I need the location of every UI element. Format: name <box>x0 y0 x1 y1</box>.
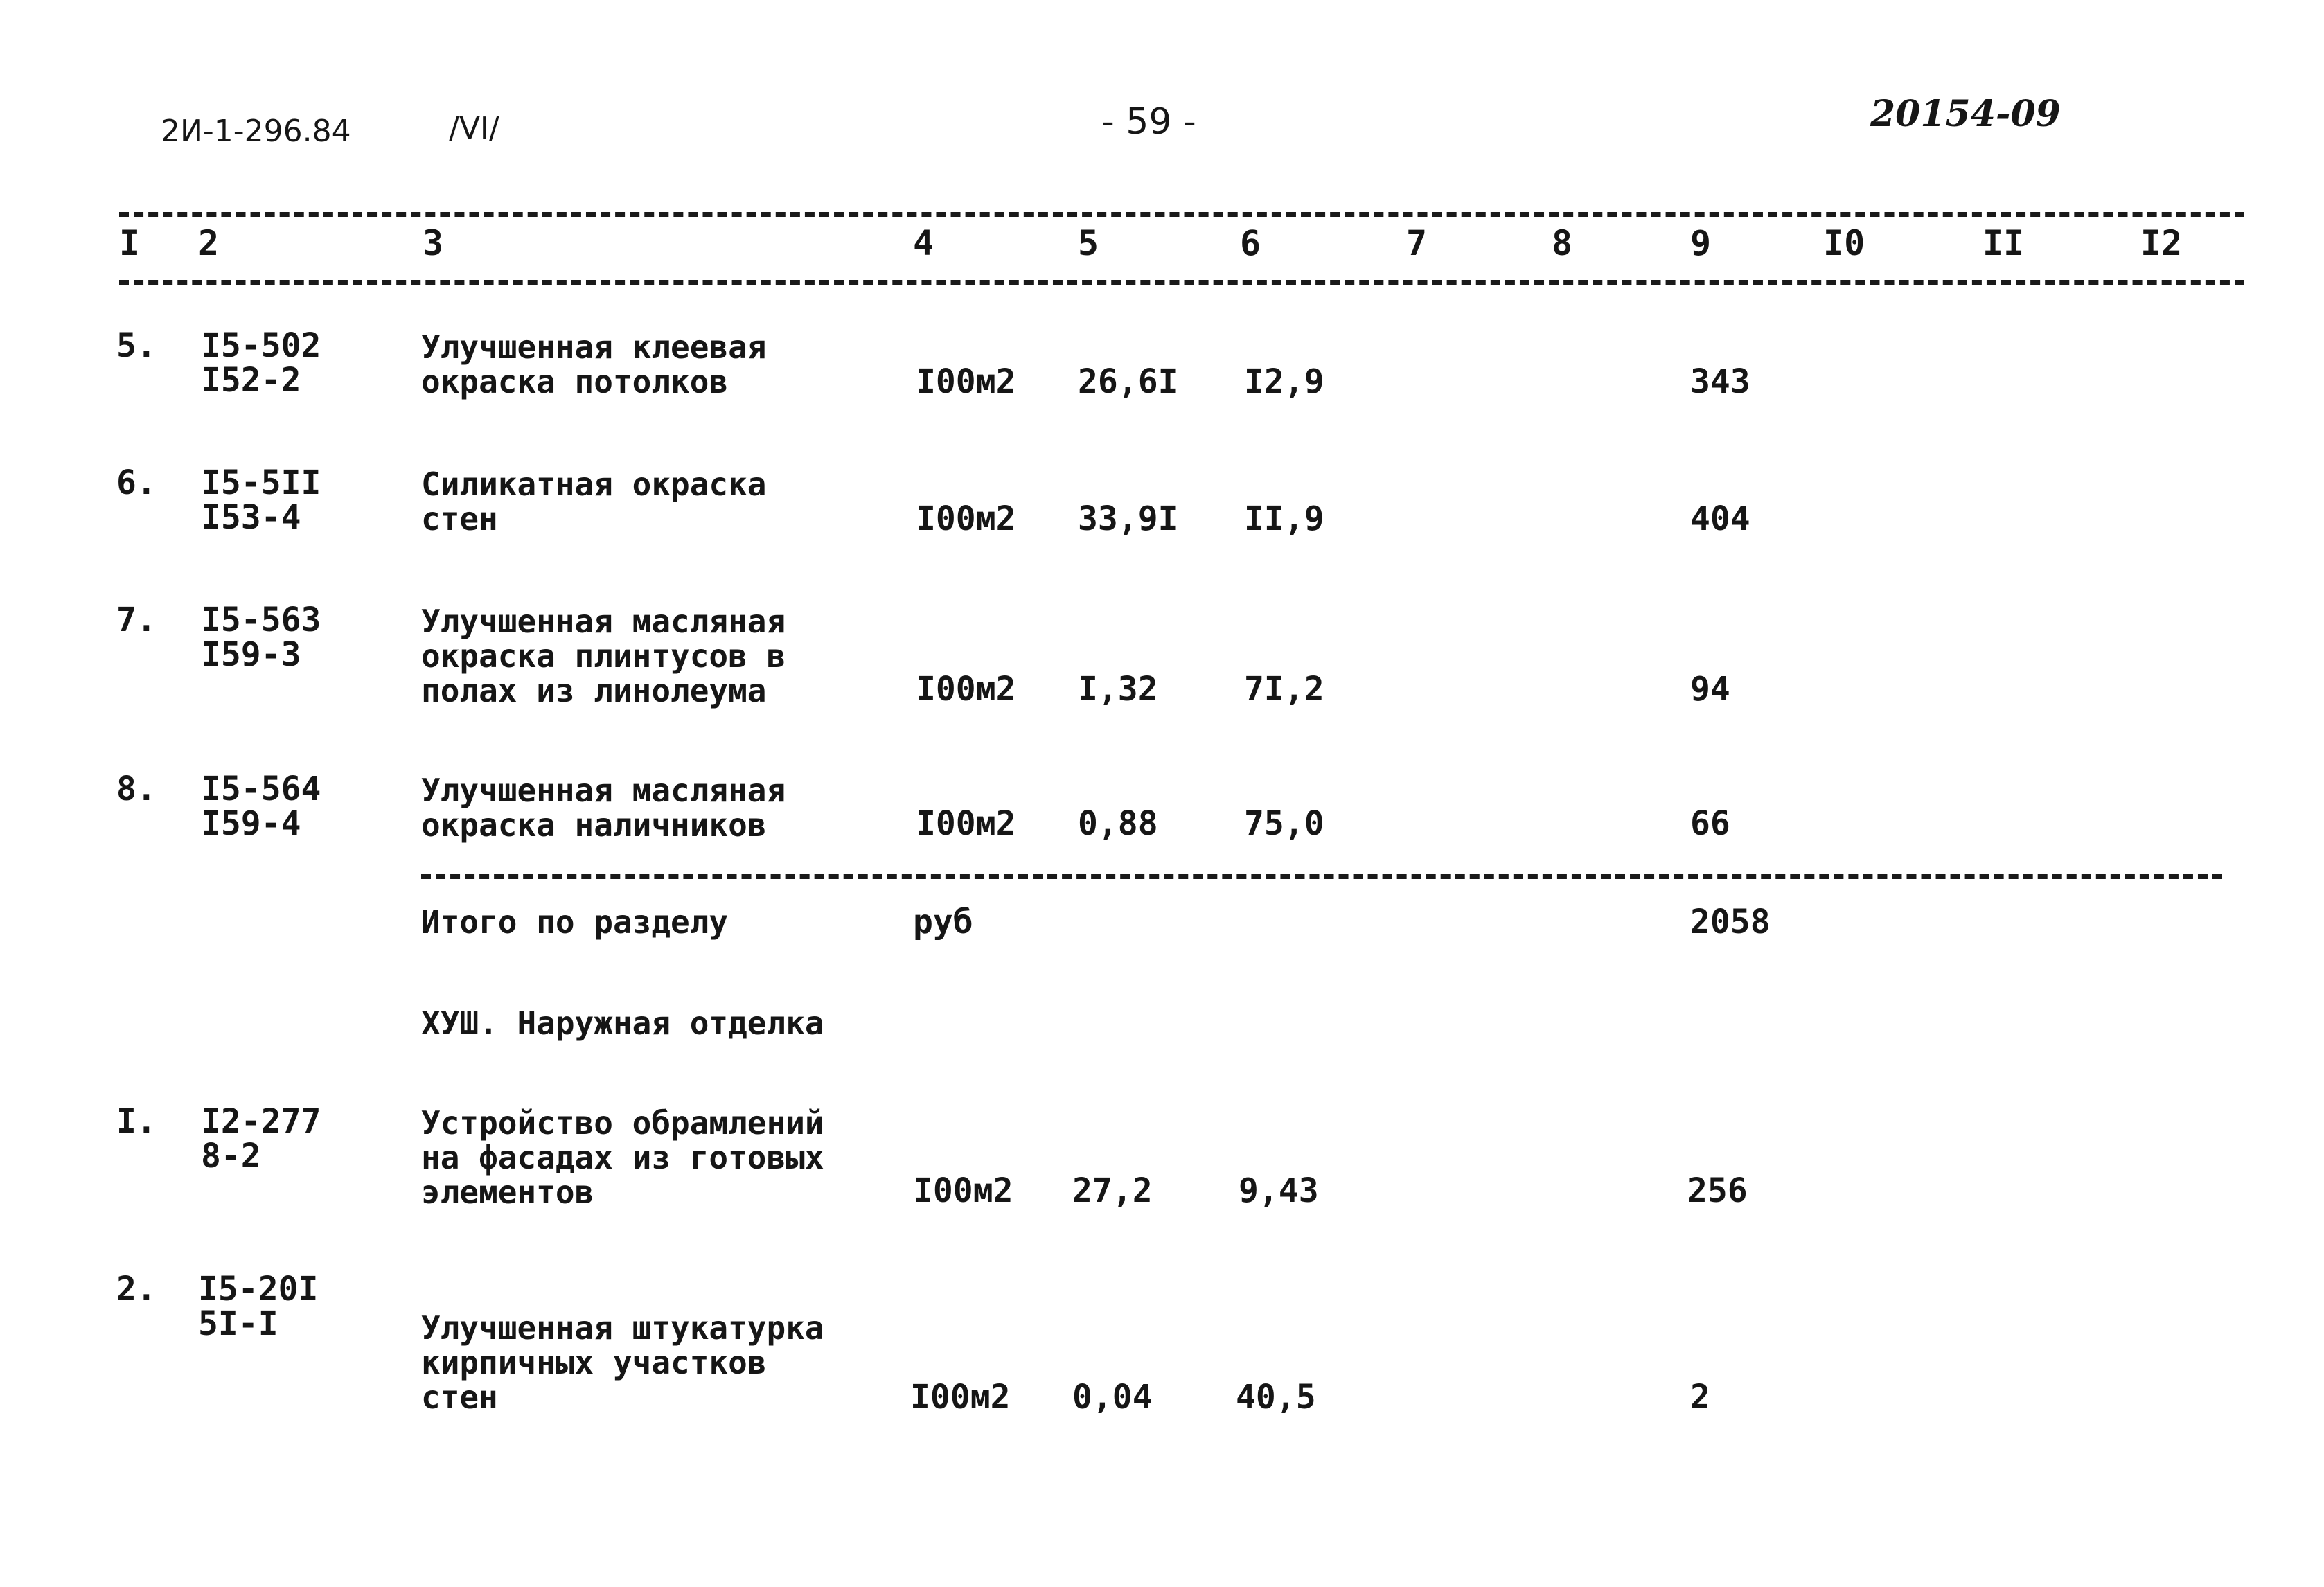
row-quantity: 0,04 <box>1072 1378 1153 1417</box>
row-unit: I00м2 <box>916 499 1016 538</box>
column-number: 7 <box>1406 223 1428 263</box>
row-unit: I00м2 <box>916 362 1016 401</box>
row-number: I. <box>116 1102 157 1141</box>
row-quantity: 26,6I <box>1078 362 1178 401</box>
column-number: 8 <box>1552 223 1573 263</box>
row-unit: I00м2 <box>913 1171 1013 1210</box>
column-number: 4 <box>913 223 934 263</box>
row-total: 404 <box>1690 499 1750 538</box>
row-unit-price: 75,0 <box>1244 804 1324 843</box>
archive-stamp: 20154-09 <box>1870 93 2061 135</box>
subtotal-total: 2058 <box>1690 903 1771 941</box>
header-bottom-rule <box>119 280 2244 285</box>
row-codes: I5-563 I59-3 <box>201 601 321 674</box>
row-unit: I00м2 <box>910 1378 1011 1417</box>
subtotal-unit: руб <box>913 903 973 941</box>
section-title: ХУШ. Наружная отделка <box>421 1004 824 1042</box>
row-description: Улучшенная штукатурка кирпичных участков стен <box>421 1309 824 1416</box>
row-codes: I2-277 8-2 <box>201 1102 321 1176</box>
column-number: I <box>119 223 141 263</box>
subtotal-rule <box>421 874 2222 879</box>
row-codes: I5-502 I52-2 <box>201 326 321 400</box>
subtotal-label: Итого по разделу <box>421 903 729 941</box>
row-number: 8. <box>116 770 157 808</box>
row-unit-price: 7I,2 <box>1244 670 1324 709</box>
row-description: Силикатная окраска стен <box>421 466 767 538</box>
row-quantity: I,32 <box>1078 670 1158 709</box>
header-top-rule <box>119 212 2244 217</box>
row-unit-price: II,9 <box>1244 499 1324 538</box>
row-total: 343 <box>1690 362 1750 401</box>
row-quantity: 0,88 <box>1078 804 1158 843</box>
row-number: 7. <box>116 601 157 639</box>
row-number: 5. <box>116 326 157 365</box>
row-total: 94 <box>1690 670 1730 709</box>
column-number: 9 <box>1690 223 1712 263</box>
row-quantity: 33,9I <box>1078 499 1178 538</box>
row-total: 256 <box>1687 1171 1748 1210</box>
row-total: 66 <box>1690 804 1730 843</box>
row-codes: I5-20I 5I-I <box>198 1270 319 1343</box>
section-mark: /VI/ <box>449 111 499 146</box>
row-number: 2. <box>116 1270 157 1309</box>
row-unit-price: 9,43 <box>1239 1171 1319 1210</box>
row-description: Устройство обрамлений на фасадах из готовых элементов <box>421 1104 824 1211</box>
column-number: 5 <box>1078 223 1099 263</box>
row-total: 2 <box>1690 1378 1710 1417</box>
row-codes: I5-564 I59-4 <box>201 770 321 843</box>
row-description: Улучшенная клеевая окраска потолков <box>421 328 767 400</box>
page-number: - 59 - <box>1101 101 1196 143</box>
row-description: Улучшенная масляная окраска плинтусов в полах из линолеума <box>421 603 786 709</box>
row-quantity: 27,2 <box>1072 1171 1153 1210</box>
row-unit-price: 40,5 <box>1236 1378 1316 1417</box>
column-number: 6 <box>1240 223 1261 263</box>
column-number: I2 <box>2140 223 2183 263</box>
row-unit-price: I2,9 <box>1244 362 1324 401</box>
column-number: II <box>1983 223 2025 263</box>
row-description: Улучшенная масляная окраска наличников <box>421 772 786 844</box>
row-number: 6. <box>116 463 157 502</box>
row-codes: I5-5II I53-4 <box>201 463 321 537</box>
column-number: I0 <box>1823 223 1865 263</box>
row-unit: I00м2 <box>916 804 1016 843</box>
column-number: 2 <box>198 223 220 263</box>
row-unit: I00м2 <box>916 670 1016 709</box>
column-number: 3 <box>423 223 444 263</box>
document-code: 2И-1-296.84 <box>161 114 351 149</box>
